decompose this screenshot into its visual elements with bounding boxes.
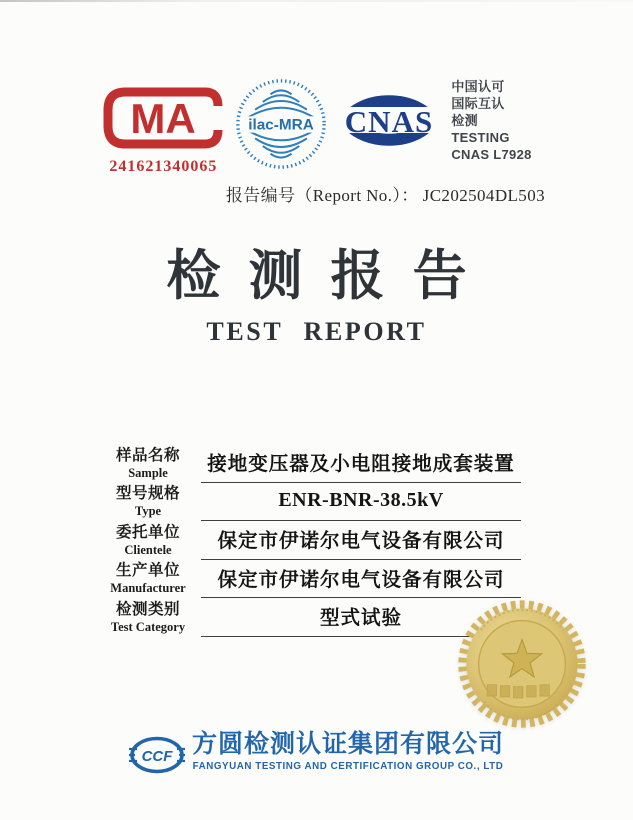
field-label-zh: 样品名称 (115, 446, 180, 464)
field-label-zh: 生产单位 (115, 562, 180, 580)
form-row-type (95, 483, 521, 522)
footer-brand (0, 731, 633, 780)
cnas-letters: CNAS (345, 104, 434, 139)
field-label-en: Sample (128, 465, 168, 480)
field-value: ENR-BNR-38.5kV (201, 483, 521, 522)
accreditation-text (451, 78, 531, 163)
page-title-zh: 检测报告 (166, 246, 495, 306)
cnas-icon (337, 104, 441, 159)
field-value: 接地变压器及小电阻接地成套装置 (201, 444, 521, 483)
ccf-letters: CCF (141, 748, 173, 765)
accreditation-line: TESTING (451, 130, 510, 145)
field-label (95, 483, 201, 522)
field-label-en: Manufacturer (110, 581, 186, 596)
field-label-en: Clientele (124, 542, 172, 557)
report-number-line (226, 181, 545, 206)
field-label (95, 521, 201, 560)
report-number-label: 报告编号（Report No.）： (225, 186, 419, 205)
field-label-zh: 型号规格 (115, 485, 180, 503)
page-title-en: TEST REPORT (206, 317, 427, 346)
accreditation-line: CNAS L7928 (451, 147, 532, 162)
ilac-mra-icon (235, 116, 327, 174)
ccf-logo-icon (129, 735, 185, 780)
cnas-mark (337, 85, 441, 160)
field-label-zh: 委托单位 (115, 523, 180, 541)
field-label (95, 560, 201, 599)
form-row-clientele (95, 521, 521, 560)
field-label (95, 598, 201, 637)
form-row-manufacturer (95, 560, 521, 599)
form-row-sample (95, 444, 521, 483)
field-label-en: Type (134, 504, 162, 519)
field-value: 型式试验 (201, 598, 521, 637)
cma-letters: MA (130, 95, 197, 142)
cma-icon (101, 95, 225, 154)
accreditation-logos (0, 76, 633, 176)
field-label-zh: 检测类别 (115, 601, 180, 619)
ilac-mra-letters: ilac-MRA (248, 116, 315, 134)
accreditation-line: 检测 (451, 113, 478, 128)
cma-mark (101, 86, 225, 176)
footer-company-zh: 方圆检测认证集团有限公司 (191, 730, 504, 758)
field-value: 保定市伊诺尔电气设备有限公司 (201, 560, 521, 599)
accreditation-line: 中国认可 (451, 79, 505, 94)
report-number-value: JC202504DL503 (422, 186, 545, 205)
field-value: 保定市伊诺尔电气设备有限公司 (201, 521, 521, 560)
accreditation-line: 国际互认 (451, 96, 505, 111)
field-label-en: Test Category (110, 619, 186, 634)
cma-certificate-number: 241621340065 (109, 158, 218, 175)
field-label (95, 444, 201, 483)
footer-company-en: FANGYUAN TESTING AND CERTIFICATION GROUP CO., LTD (192, 760, 504, 772)
footer-company (192, 731, 504, 772)
scan-edge-artifact (0, 0, 633, 2)
ilac-mra-mark (235, 78, 327, 175)
gold-star-foil-seal-icon (456, 598, 588, 730)
